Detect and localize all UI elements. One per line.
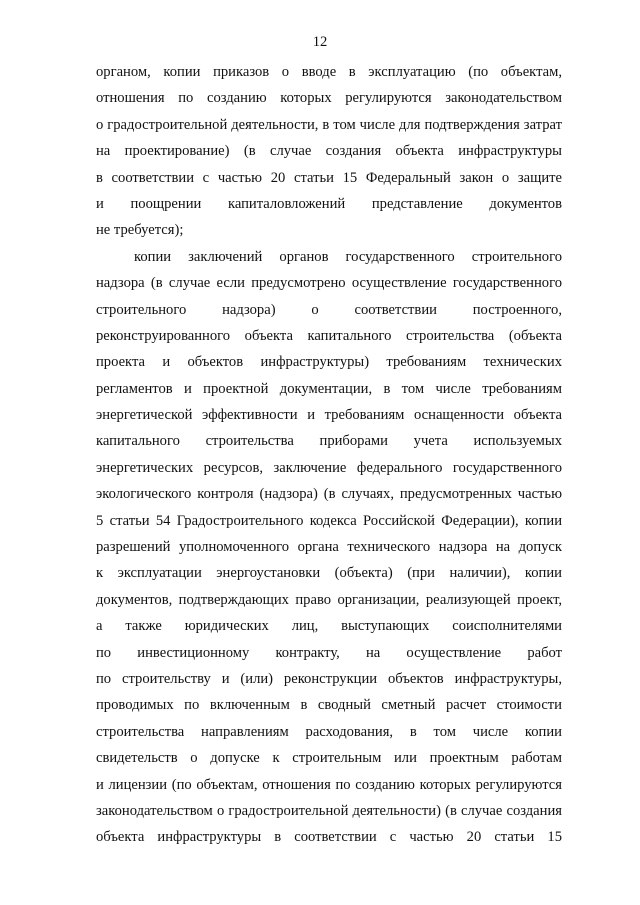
- paragraph-line: энергетических ресурсов, заключение федерального государственного: [96, 459, 562, 476]
- paragraph-line: а также юридических лиц, выступающих соисполнителями: [96, 618, 562, 635]
- paragraph-line: объекта инфраструктуры в соответствии с частью 20 статьи 15: [96, 829, 562, 846]
- paragraph-line: разрешений уполномоченного органа технического надзора на допуск: [96, 539, 562, 556]
- paragraph-line: реконструированного объекта капитального строительства (объекта: [96, 327, 562, 344]
- paragraph-line: не требуется);: [96, 222, 184, 239]
- paragraph-line: проводимых по включенным в сводный сметный расчет стоимости: [96, 697, 562, 714]
- paragraph-line: копии заключений органов государственного строительного: [134, 248, 562, 265]
- paragraph-line: о градостроительной деятельности, в том числе для подтверждения затрат: [96, 116, 562, 133]
- paragraph-line: и лицензии (по объектам, отношения по созданию которых регулируются: [96, 776, 562, 793]
- paragraph-line: и поощрении капиталовложений представление документов: [96, 195, 562, 212]
- paragraph-line: отношения по созданию которых регулируются законодательством: [96, 90, 562, 107]
- paragraph-line: в соответствии с частью 20 статьи 15 Федеральный закон о защите: [96, 169, 562, 186]
- paragraph-line: строительства направлениям расходования, в том числе копии: [96, 723, 562, 740]
- paragraph-line: на проектирование) (в случае создания объекта инфраструктуры: [96, 143, 562, 160]
- paragraph-line: 5 статьи 54 Градостроительного кодекса Российской Федерации), копии: [96, 512, 562, 529]
- document-body: [96, 59, 562, 851]
- paragraph-line: надзора (в случае если предусмотрено осуществление государственного: [96, 275, 562, 292]
- paragraph-line: по инвестиционному контракту, на осуществление работ: [96, 644, 562, 661]
- paragraph-line: проекта и объектов инфраструктуры) требованиям технических: [96, 354, 562, 371]
- paragraph-line: экологического контроля (надзора) (в случаях, предусмотренных частью: [96, 486, 562, 503]
- paragraph-2: [96, 244, 562, 851]
- paragraph-line: к эксплуатации энергоустановки (объекта) (при наличии), копии: [96, 565, 562, 582]
- paragraph-line: энергетической эффективности и требованиям оснащенности объекта: [96, 407, 562, 424]
- paragraph-line: по строительству и (или) реконструкции объектов инфраструктуры,: [96, 670, 562, 687]
- page-number: 12: [312, 34, 328, 50]
- paragraph-line: капитального строительства приборами учета используемых: [96, 433, 562, 450]
- paragraph-line: законодательством о градостроительной деятельности) (в случае создания: [96, 802, 562, 819]
- paragraph-line: регламентов и проектной документации, в том числе требованиям: [96, 380, 562, 397]
- paragraph-line: строительного надзора) о соответствии построенного,: [96, 301, 562, 318]
- paragraph-line: органом, копии приказов о вводе в эксплуатацию (по объектам,: [96, 64, 562, 80]
- paragraph-line: свидетельств о допуске к строительным или проектным работам: [96, 750, 562, 767]
- paragraph-line: документов, подтверждающих право организации, реализующей проект,: [96, 591, 562, 608]
- paragraph-1: [96, 59, 562, 244]
